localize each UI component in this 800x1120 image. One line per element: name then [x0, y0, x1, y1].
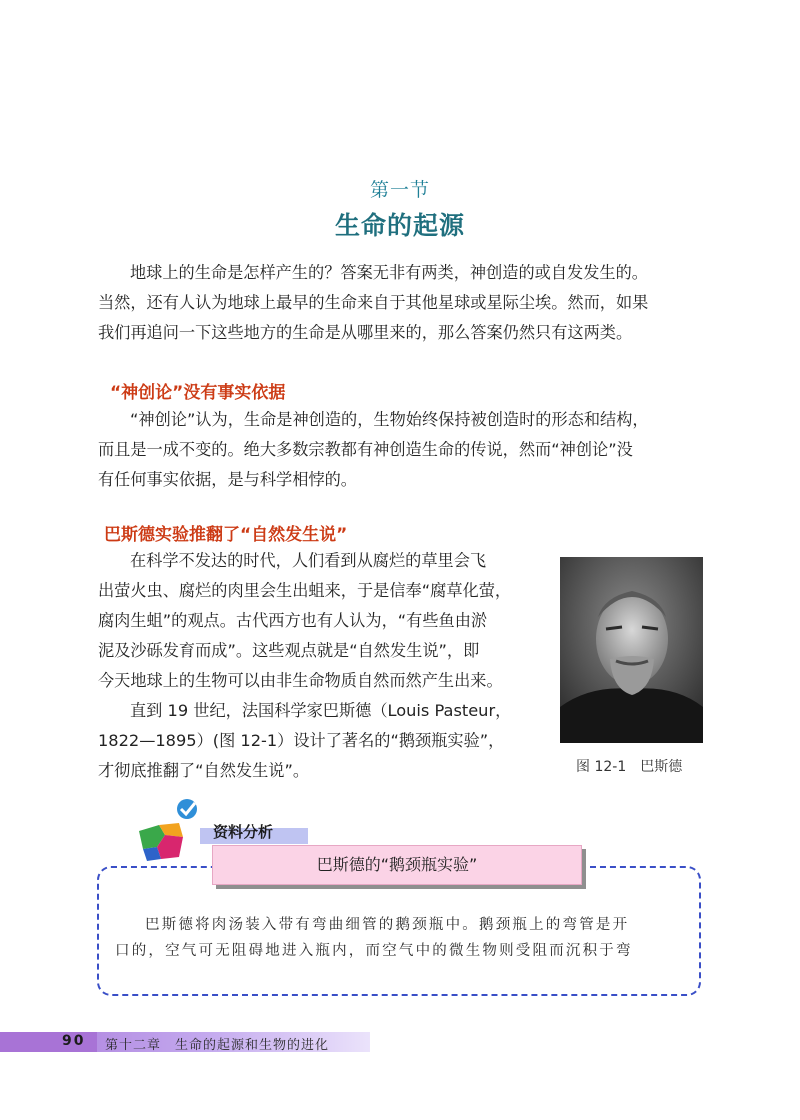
text-line: 我们再追问一下这些地方的生命是从哪里来的，那么答案仍然只有这两类。 [98, 323, 633, 342]
chapter-title: 第十二章 生命的起源和生物的进化 [105, 1038, 330, 1053]
text-line: 而且是一成不变的。绝大多数宗教都有神创造生命的传说，然而“神创论”没 [98, 440, 633, 459]
intro-paragraph [98, 258, 704, 348]
text-line: 腐肉生蛆”的观点。古代西方也有人认为，“有些鱼由淤 [98, 611, 488, 630]
portrait-illustration [560, 557, 703, 743]
text-line: “神创论”认为，生命是神创造的，生物始终保持被创造时的形态和结构， [130, 410, 649, 429]
figure-caption: 图 12-1 巴斯德 [576, 759, 683, 775]
page-number: 90 [62, 1033, 86, 1049]
heading-pasteur-experiment: 巴斯德实验推翻了“自然发生说” [104, 525, 348, 545]
text-line: 才彻底推翻了“自然发生说”。 [98, 761, 310, 780]
heading-creationism: “神创论”没有事实依据 [110, 383, 286, 403]
text-line: 地球上的生命是怎样产生的？答案无非有两类，神创造的或自发发生的。 [130, 263, 648, 282]
text-line: 在科学不发达的时代，人们看到从腐烂的草里会飞 [130, 551, 487, 570]
section-number: 第一节 [369, 179, 430, 201]
analysis-text [115, 912, 685, 964]
spontaneous-generation-paragraph [98, 546, 546, 696]
creationism-paragraph [98, 405, 704, 495]
text-line: 泥及沙砾发育而成”。这些观点就是“自然发生说”，即 [98, 641, 480, 660]
pasteur-paragraph [98, 696, 546, 786]
text-line: 1822—1895）(图 12-1）设计了著名的“鹅颈瓶实验”， [98, 731, 505, 750]
text-line: 今天地球上的生物可以由非生命物质自然而然产生出来。 [98, 671, 503, 690]
text-line: 当然，还有人认为地球上最早的生命来自于其他星球或星际尘埃。然而，如果 [98, 293, 649, 312]
puzzle-checkmark-icon [135, 797, 211, 867]
analysis-label: 资料分析 [213, 823, 274, 841]
section-title: 生命的起源 [334, 211, 465, 240]
text-line: 口的，空气可无阻碍地进入瓶内，而空气中的微生物则受阻而沉积于弯 [115, 943, 633, 959]
text-line: 直到 19 世纪，法国科学家巴斯德（Louis Pasteur， [130, 701, 512, 720]
text-line: 出萤火虫、腐烂的肉里会生出蛆来，于是信奉“腐草化萤， [98, 581, 512, 600]
text-line: 巴斯德将肉汤装入带有弯曲细管的鹅颈瓶中。鹅颈瓶上的弯管是开 [145, 917, 630, 933]
pasteur-portrait-image [560, 557, 703, 743]
text-line: 有任何事实依据，是与科学相悖的。 [98, 470, 357, 489]
analysis-title: 巴斯德的“鹅颈瓶实验” [212, 845, 582, 885]
